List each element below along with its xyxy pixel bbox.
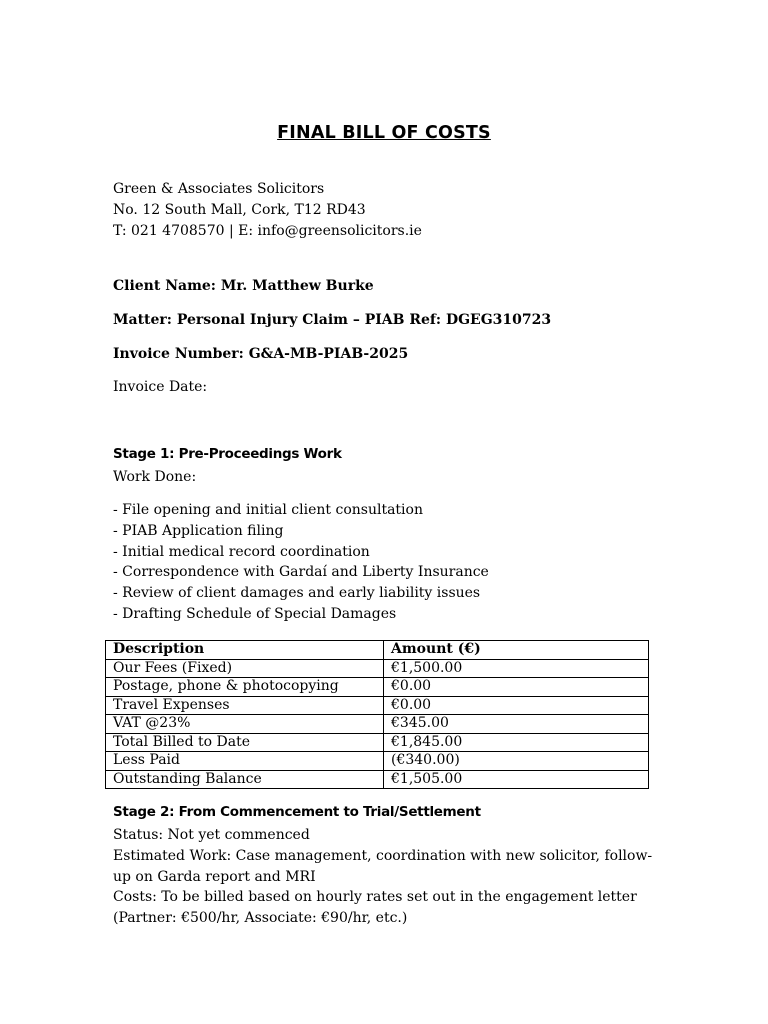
table-row xyxy=(106,752,649,771)
list-item: - PIAB Application filing xyxy=(113,522,284,539)
stage1-heading: Stage 1: Pre-Proceedings Work xyxy=(113,446,342,462)
table-row xyxy=(106,733,649,752)
firm-name: Green & Associates Solicitors xyxy=(113,181,325,197)
table-cell-amount: (€340.00) xyxy=(384,752,649,771)
firm-address: No. 12 South Mall, Cork, T12 RD43 xyxy=(113,202,366,218)
table-header-description: Description xyxy=(106,641,384,660)
table-header-row xyxy=(106,641,649,660)
table-row xyxy=(106,696,649,715)
firm-contact: T: 021 4708570 | E: info@greensolicitors.ie xyxy=(113,223,422,239)
list-item: - File opening and initial client consultation xyxy=(113,502,423,518)
table-cell-description: Postage, phone & photocopying xyxy=(106,678,384,697)
invoice-number: Invoice Number: G&A-MB-PIAB-2025 xyxy=(113,346,409,362)
table-row xyxy=(106,659,649,678)
list-item: - Review of client damages and early liability issues xyxy=(113,585,481,602)
matter-line: Matter: Personal Injury Claim – PIAB Ref: DGEG310723 xyxy=(113,312,552,328)
stage2-heading: Stage 2: From Commencement to Trial/Settlement xyxy=(113,804,481,820)
table-cell-description: Travel Expenses xyxy=(106,696,384,715)
table-cell-amount: €345.00 xyxy=(384,715,649,734)
costs-table xyxy=(105,640,649,789)
table-row xyxy=(106,770,649,789)
table-cell-description: Less Paid xyxy=(106,752,384,771)
document-title: FINAL BILL OF COSTS xyxy=(277,123,491,143)
table-cell-description: VAT @23% xyxy=(106,715,384,734)
client-name: Client Name: Mr. Matthew Burke xyxy=(113,278,374,294)
list-item: - Correspondence with Gardaí and Liberty Insurance xyxy=(113,564,489,581)
table-cell-amount: €0.00 xyxy=(384,678,649,697)
stage2-estimated-work: Estimated Work: Case management, coordination with new solicitor, follow-up on Garda report and MRI xyxy=(113,848,653,885)
table-row xyxy=(106,678,649,697)
table-cell-amount: €1,845.00 xyxy=(384,733,649,752)
table-header-amount: Amount (€) xyxy=(384,641,649,660)
table-cell-description: Outstanding Balance xyxy=(106,770,384,789)
table-cell-description: Total Billed to Date xyxy=(106,733,384,752)
stage2-status: Status: Not yet commenced xyxy=(113,827,310,843)
list-item: - Drafting Schedule of Special Damages xyxy=(113,605,397,622)
invoice-date: Invoice Date: xyxy=(113,379,208,395)
table-row xyxy=(106,715,649,734)
table-cell-description: Our Fees (Fixed) xyxy=(106,659,384,678)
list-item: - Initial medical record coordination xyxy=(113,543,370,560)
work-done-label: Work Done: xyxy=(113,469,197,485)
table-cell-amount: €1,505.00 xyxy=(384,770,649,789)
table-cell-amount: €1,500.00 xyxy=(384,659,649,678)
stage2-costs: Costs: To be billed based on hourly rates set out in the engagement letter (Partner: €500/hr, Associate: €90/hr, etc.) xyxy=(113,889,637,926)
work-done-list xyxy=(113,500,489,625)
table-cell-amount: €0.00 xyxy=(384,696,649,715)
